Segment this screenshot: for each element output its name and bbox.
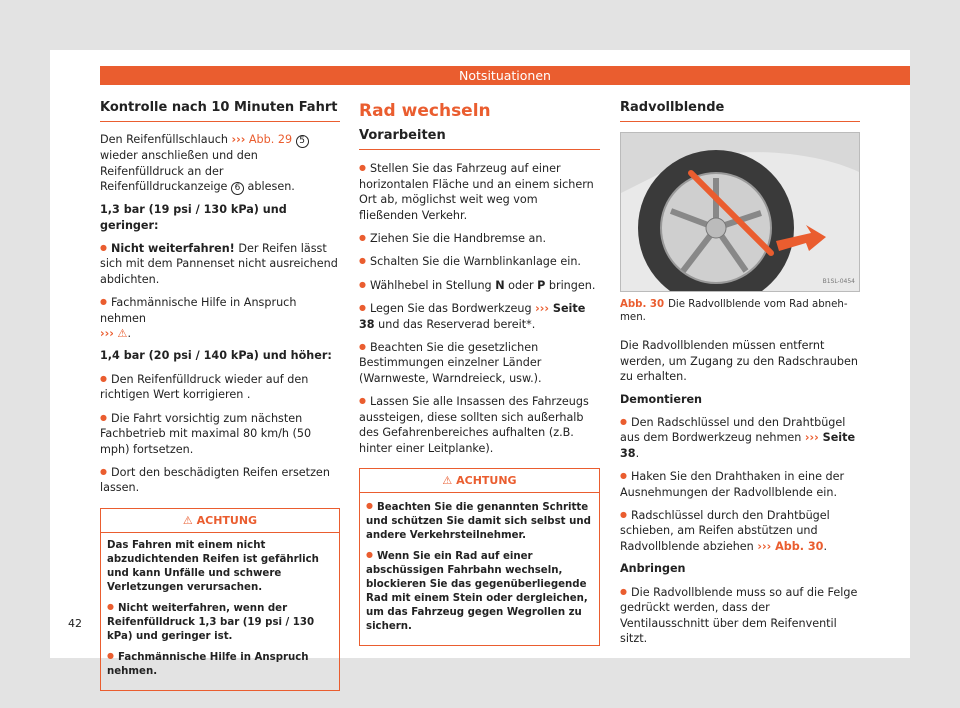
subheading-low-pressure: 1,3 bar (19 psi / 130 kPa) und geringer:: [100, 203, 287, 232]
link-seite-38[interactable]: Seite 38: [620, 431, 856, 460]
ref-arrow-icon: ›››: [535, 302, 550, 316]
list-item: ● Die Radvollblende muss so auf die Felge gedrückt werden, dass der Ventilausschnitt über dem Reifenventil sitzt.: [620, 584, 860, 647]
list-text: Radschlüssel durch den Drahtbügel schieben, am Reifen abstützen und Radvollblende abziehen: [620, 509, 830, 553]
warning-triangle-icon: ⚠: [442, 473, 453, 487]
list-item: [100, 294, 340, 341]
ref-arrow-icon: ›››: [231, 133, 246, 147]
warning-box: [359, 468, 600, 646]
warning-title: ACHTUNG: [196, 513, 258, 527]
callout-6: 6: [231, 182, 244, 195]
figure-hubcap-removal: [620, 132, 860, 292]
list-item: ● Lassen Sie alle Insassen des Fahrzeugs aussteigen, diese sollten sich außerhalb des Gefahrenbereiches aufhalten (z.B. hinter einer Leitplanke).: [359, 393, 600, 456]
subheading-demontieren: Demontieren: [620, 392, 703, 406]
warning-body: [360, 493, 599, 645]
list-item: ● Ziehen Sie die Handbremse an.: [359, 230, 600, 246]
subheading-high-pressure: 1,4 bar (20 psi / 140 kPa) und höher:: [100, 349, 332, 363]
ref-arrow-icon: ›››: [100, 327, 114, 341]
heading-vorarbeiten: Vorarbeiten: [359, 128, 600, 150]
list-item: [620, 414, 860, 461]
link-abb-30[interactable]: Abb. 30: [771, 539, 824, 553]
list-item: [620, 507, 860, 554]
warning-list-item: ● Nicht weiterfahren, wenn der Reifenfülldruck 1,3 bar (19 psi / 130 kPa) und geringer ist.: [107, 600, 333, 644]
list-item: [359, 277, 600, 293]
list-text: oder: [504, 278, 538, 292]
hubcap-illustration: [621, 133, 860, 292]
column-hubcap: [620, 100, 860, 653]
warning-triangle-icon[interactable]: ⚠: [117, 327, 128, 341]
gear-n: N: [495, 278, 505, 292]
list-item: [100, 240, 340, 287]
caption-text: Die Radvollblende vom Rad abnehmen.: [620, 299, 848, 324]
list-item: [359, 300, 600, 332]
list-text: bringen.: [545, 278, 596, 292]
list-text: .: [823, 539, 828, 553]
warning-header: [360, 469, 599, 493]
manual-page: [50, 50, 910, 678]
figure-caption: [620, 298, 860, 324]
column-tire-check: [100, 100, 340, 691]
warning-list-item: ● Wenn Sie ein Rad auf einer abschüssigen Fahrbahn wechseln, blockieren Sie das gegenüberliegende Rad mit einem Stein oder dergleichen, um das Fahrzeug gegen Wegrollen zu sichern.: [366, 548, 593, 634]
intro-text-b: wieder anschließen und den Reifenfülldruck an der Reifenfülldruckanzeige: [100, 149, 258, 194]
figure-code: B1SL-0454: [822, 278, 855, 285]
ref-arrow-icon: ›››: [757, 539, 772, 553]
intro-text-a: Den Reifenfüllschlauch: [100, 133, 232, 147]
warning-box: [100, 508, 340, 691]
section-header: Notsituationen: [100, 66, 910, 85]
list-item: ● Schalten Sie die Warnblinkanlage ein.: [359, 253, 600, 269]
list-text: Den Radschlüssel und den Drahtbügel aus dem Bordwerkzeug nehmen: [620, 416, 846, 445]
subheading-anbringen: Anbringen: [620, 562, 686, 576]
intro-paragraph: Die Radvollblenden müssen entfernt werden, um Zugang zu den Radschrauben zu erhalten.: [620, 339, 858, 384]
intro-text-c: ablesen.: [244, 180, 295, 194]
warning-list-item: ● Fachmännische Hilfe in Anspruch nehmen.: [107, 649, 333, 679]
list-text: .: [635, 446, 640, 460]
warning-list-item: ● Beachten Sie die genannten Schritte und schützen Sie damit sich selbst und andere Verkehrsteilnehmer.: [366, 499, 593, 543]
list-item: ● Den Reifenfülldruck wieder auf den richtigen Wert korrigieren .: [100, 371, 340, 403]
warning-text: Das Fahren mit einem nicht abzudichtenden Reifen ist gefährlich und kann Unfälle und schwere Verletzungen verursachen.: [107, 540, 319, 594]
list-item: ● Beachten Sie die gesetzlichen Bestimmungen einzelner Länder (Warnweste, Warndreieck, usw.).: [359, 339, 600, 386]
link-seite-38[interactable]: Seite 38: [359, 302, 586, 331]
list-text: und das Reserverad bereit*.: [374, 317, 536, 331]
link-abb-29[interactable]: Abb. 29: [245, 133, 296, 147]
gear-p: P: [537, 278, 546, 292]
warning-triangle-icon: ⚠: [182, 513, 193, 527]
list-item: ● Die Fahrt vorsichtig zum nächsten Fachbetrieb mit maximal 80 km/h (50 mph) fortsetzen.: [100, 410, 340, 457]
caption-label: Abb. 30: [620, 299, 665, 311]
section-title-rad-wechseln: Rad wechseln: [359, 101, 491, 121]
warning-header: [101, 509, 339, 533]
warning-title: ACHTUNG: [456, 473, 517, 487]
list-text: .: [127, 327, 131, 341]
list-text: Der Reifen lässt sich mit dem Pannenset nicht ausreichend abdichten.: [100, 242, 338, 286]
warning-body: [101, 533, 339, 690]
callout-5: 5: [296, 135, 309, 148]
list-item: ● Haken Sie den Drahthaken in eine der Ausnehmungen der Radvollblende ein.: [620, 468, 860, 500]
bold-text: Nicht weiterfahren!: [110, 242, 235, 256]
list-text: Fachmännische Hilfe in Anspruch nehmen: [100, 296, 297, 325]
list-text: Legen Sie das Bordwerkzeug: [369, 302, 536, 316]
heading-radvollblende: Radvollblende: [620, 100, 860, 122]
intro-paragraph: [100, 132, 340, 195]
list-item: ● Stellen Sie das Fahrzeug auf einer horizontalen Fläche und an einem sichern Ort ab, möglichst weit weg vom fließenden Verkehr.: [359, 160, 600, 223]
page-number: 42: [68, 617, 82, 630]
list-text: Wählhebel in Stellung: [369, 278, 496, 292]
list-item: ● Dort den beschädigten Reifen ersetzen lassen.: [100, 464, 340, 496]
heading-check-after-10-min: Kontrolle nach 10 Minuten Fahrt: [100, 100, 340, 122]
column-wheel-change: [359, 100, 600, 646]
ref-arrow-icon: ›››: [804, 431, 819, 445]
